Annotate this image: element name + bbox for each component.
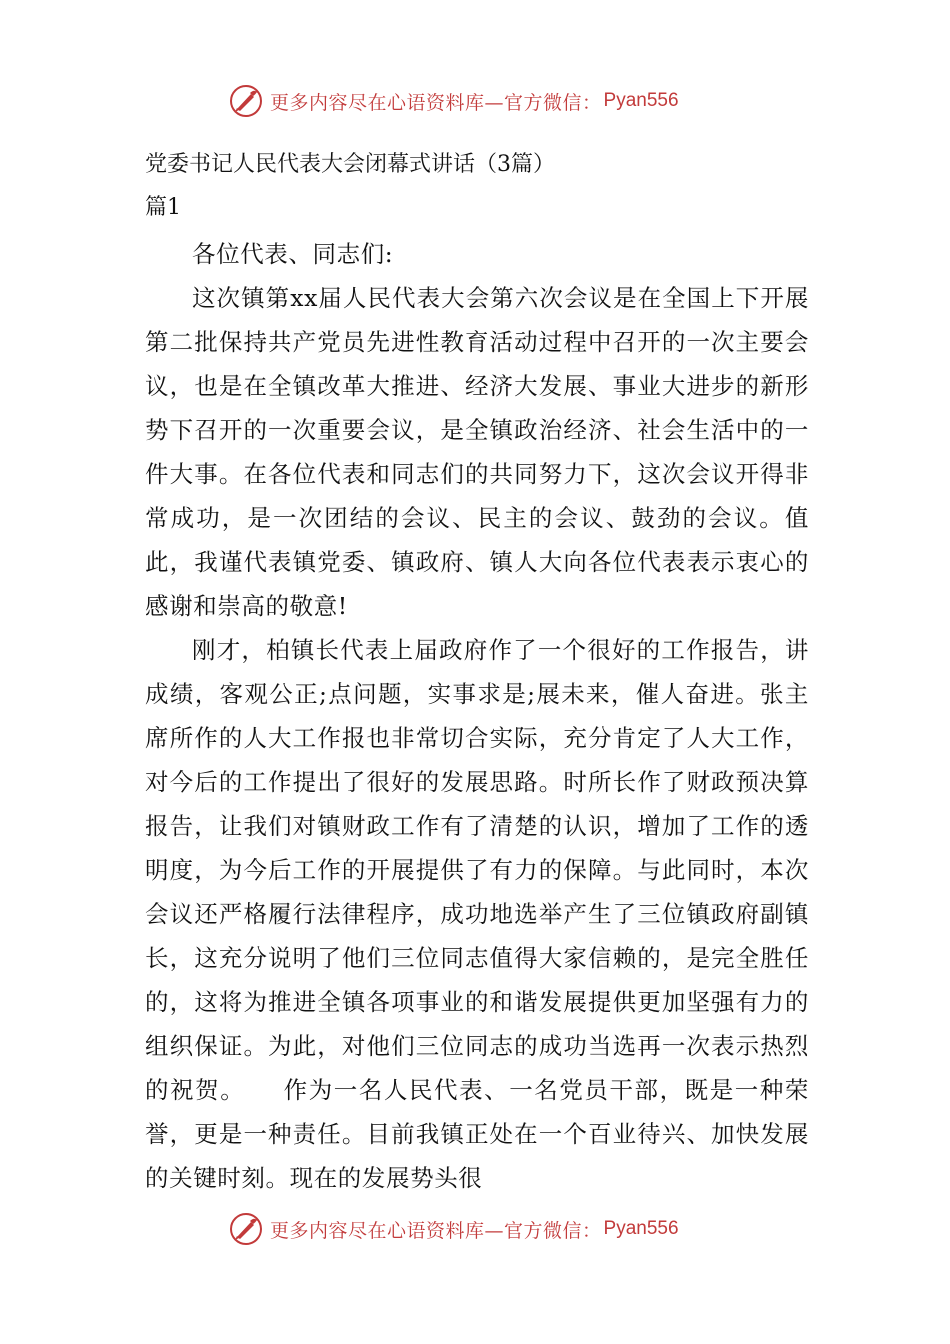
- watermark-text: 更多内容尽在心语资料库—官方微信：: [270, 1219, 602, 1242]
- writing-hand-icon: [228, 83, 264, 119]
- salutation-paragraph: 各位代表、同志们:: [192, 240, 394, 268]
- watermark-banner-bottom: [228, 1209, 728, 1249]
- document-title: 党委书记人民代表大会闭幕式讲话（3篇）: [145, 152, 555, 177]
- watermark-wechat-id: Pyan556: [603, 1218, 679, 1239]
- section-label: 篇1: [145, 195, 181, 220]
- watermark-wechat-id: Pyan556: [603, 90, 679, 111]
- body-paragraph: 刚才，柏镇长代表上届政府作了一个很好的工作报告，讲成绩，客观公正;点问题，实事求是;展未来，催人奋进。张主席所作的人大工作报也非常切合实际，充分肯定了人大工作，对今后的工作提出了很好的发展思路。时所长作了财政预决算报告，让我们对镇财政工作有了清楚的认识，增加了工作的透明度，为今后工作的开展提供了有力的保障。与此同时，本次会议还严格履行法律程序，成功地选举产生了三位镇政府副镇长，这充分说明了他们三位同志值得大家信赖的，是完全胜任的，这将为推进全镇各项事业的和谐发展提供更加坚强有力的组织保证。为此，对他们三位同志的成功当选再一次表示热烈的祝贺。 作为一名人民代表、一名党员干部，既是一种荣誉，更是一种责任。目前我镇正处在一个百业待兴、加快发展的关键时刻。现在的发展势头很: [145, 636, 809, 1192]
- body-paragraph: 这次镇第xx届人民代表大会第六次会议是在全国上下开展第二批保持共产党员先进性教育活动过程中召开的一次主要会议，也是在全镇改革大推进、经济大发展、事业大进步的新形势下召开的一次重要会议，是全镇政治经济、社会生活中的一件大事。在各位代表和同志们的共同努力下，这次会议开得非常成功，是一次团结的会议、民主的会议、鼓劲的会议。值此，我谨代表镇党委、镇政府、镇人大向各位代表表示衷心的感谢和崇高的敬意!: [145, 284, 809, 620]
- watermark-text: 更多内容尽在心语资料库—官方微信：: [270, 91, 602, 114]
- writing-hand-icon: [228, 1211, 264, 1247]
- document-body: [145, 232, 809, 1200]
- watermark-banner-top: [228, 81, 728, 121]
